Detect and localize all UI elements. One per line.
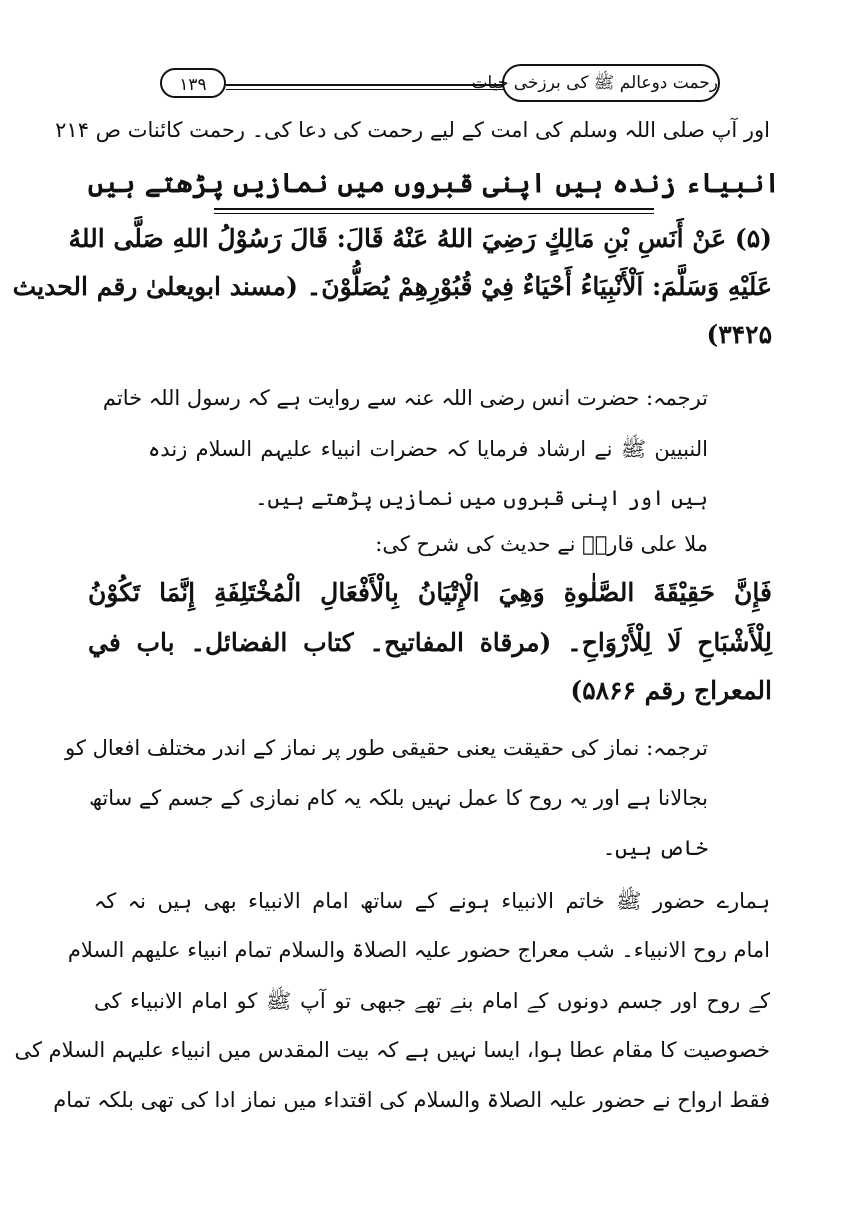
translation-1-line-3: ہیں اور اپنی قبروں میں نمازیں پڑھتے ہیں۔ bbox=[255, 486, 708, 510]
heading-underline bbox=[214, 208, 654, 210]
quote-arabic-line-1: فَإِنَّ حَقِيْقَةَ الصَّلٰوةِ وَهِيَ الْإِتْيَانُ بِالْأَفْعَالِ الْمُخْتَلِفَةِ إِنَّمَا تَكُوْنُ bbox=[88, 578, 772, 607]
translation-2-line-2: بجالانا ہے اور یہ روح کا عمل نہیں بلکہ یہ کام نمازی کے جسم کے ساتھ bbox=[89, 786, 708, 810]
quote-arabic-line-2: لِلْأَشْبَاحِ لَا لِلْأَرْوَاحِ۔ (مرقاة المفاتيح۔ كتاب الفضائل۔ باب في bbox=[88, 628, 772, 657]
section-heading: انبیاء زندہ ہیں اپنی قبروں میں نمازیں پڑھتے ہیں bbox=[87, 168, 781, 199]
paragraph-line-1: ہمارے حضور ﷺ خاتم الانبیاء ہونے کے ساتھ امام الانبیاء بھی ہیں نہ کہ bbox=[94, 889, 770, 913]
translation-2-line-1: ترجمہ: نماز کی حقیقت یعنی حقیقی طور پر نماز کے اندر مختلف افعال کو bbox=[65, 736, 708, 760]
quote-reference: المعراج رقم ۵۸۶۶) bbox=[570, 676, 772, 705]
hadith-arabic-line-1: (۵) عَنْ أَنَسِ بْنِ مَالِكٍ رَضِيَ اللهُ عَنْهُ قَالَ: قَالَ رَسُوْلُ اللهِ صَلَّى اللهُ bbox=[68, 224, 772, 253]
page-header bbox=[160, 64, 720, 108]
paragraph-line-5: فقط ارواح نے حضور علیہ الصلاۃ والسلام کی اقتداء میں نماز ادا کی تھی بلکہ تمام bbox=[53, 1088, 770, 1112]
translation-1-line-1: ترجمہ: حضرت انس رضی اللہ عنہ سے روایت ہے کہ رسول اللہ خاتم bbox=[102, 386, 708, 410]
hadith-arabic-line-2: عَلَيْهِ وَسَلَّمَ: اَلْأَنْبِيَاءُ أَحْيَاءٌ فِيْ قُبُوْرِهِمْ يُصَلُّوْنَ۔ (مسند ابویعلیٰ رقم الحدیث bbox=[12, 272, 772, 301]
header-rule bbox=[226, 84, 504, 86]
commentary-intro: ملا علی قاریؒ نے حدیث کی شرح کی: bbox=[375, 532, 708, 556]
translation-1-line-2: النبیین ﷺ نے ارشاد فرمایا کہ حضرات انبیاء علیہم السلام زندہ bbox=[148, 437, 708, 461]
intro-line: اور آپ صلی اللہ وسلم کی امت کے لیے رحمت کی دعا کی۔ رحمت کائنات ص ۲۱۴ bbox=[55, 118, 770, 142]
paragraph-line-4: خصوصیت کا مقام عطا ہوا، ایسا نہیں ہے کہ بیت المقدس میں انبیاء علیہم السلام کی bbox=[14, 1038, 770, 1062]
translation-2-line-3: خاص ہیں۔ bbox=[602, 836, 708, 860]
page-number: ۱۳۹ bbox=[160, 68, 226, 98]
running-title: رحمت دوعالم ﷺ کی برزخی حیات bbox=[502, 64, 720, 102]
paragraph-line-3: کے روح اور جسم دونوں کے امام بنے تھے جبھی تو آپ ﷺ کو امام الانبیاء کی bbox=[94, 989, 770, 1013]
hadith-reference: ۳۴۲۵) bbox=[706, 320, 772, 349]
paragraph-line-2: امام روح الانبیاء۔ شب معراج حضور علیہ الصلاۃ والسلام تمام انبیاء علیھم السلام bbox=[67, 938, 770, 962]
